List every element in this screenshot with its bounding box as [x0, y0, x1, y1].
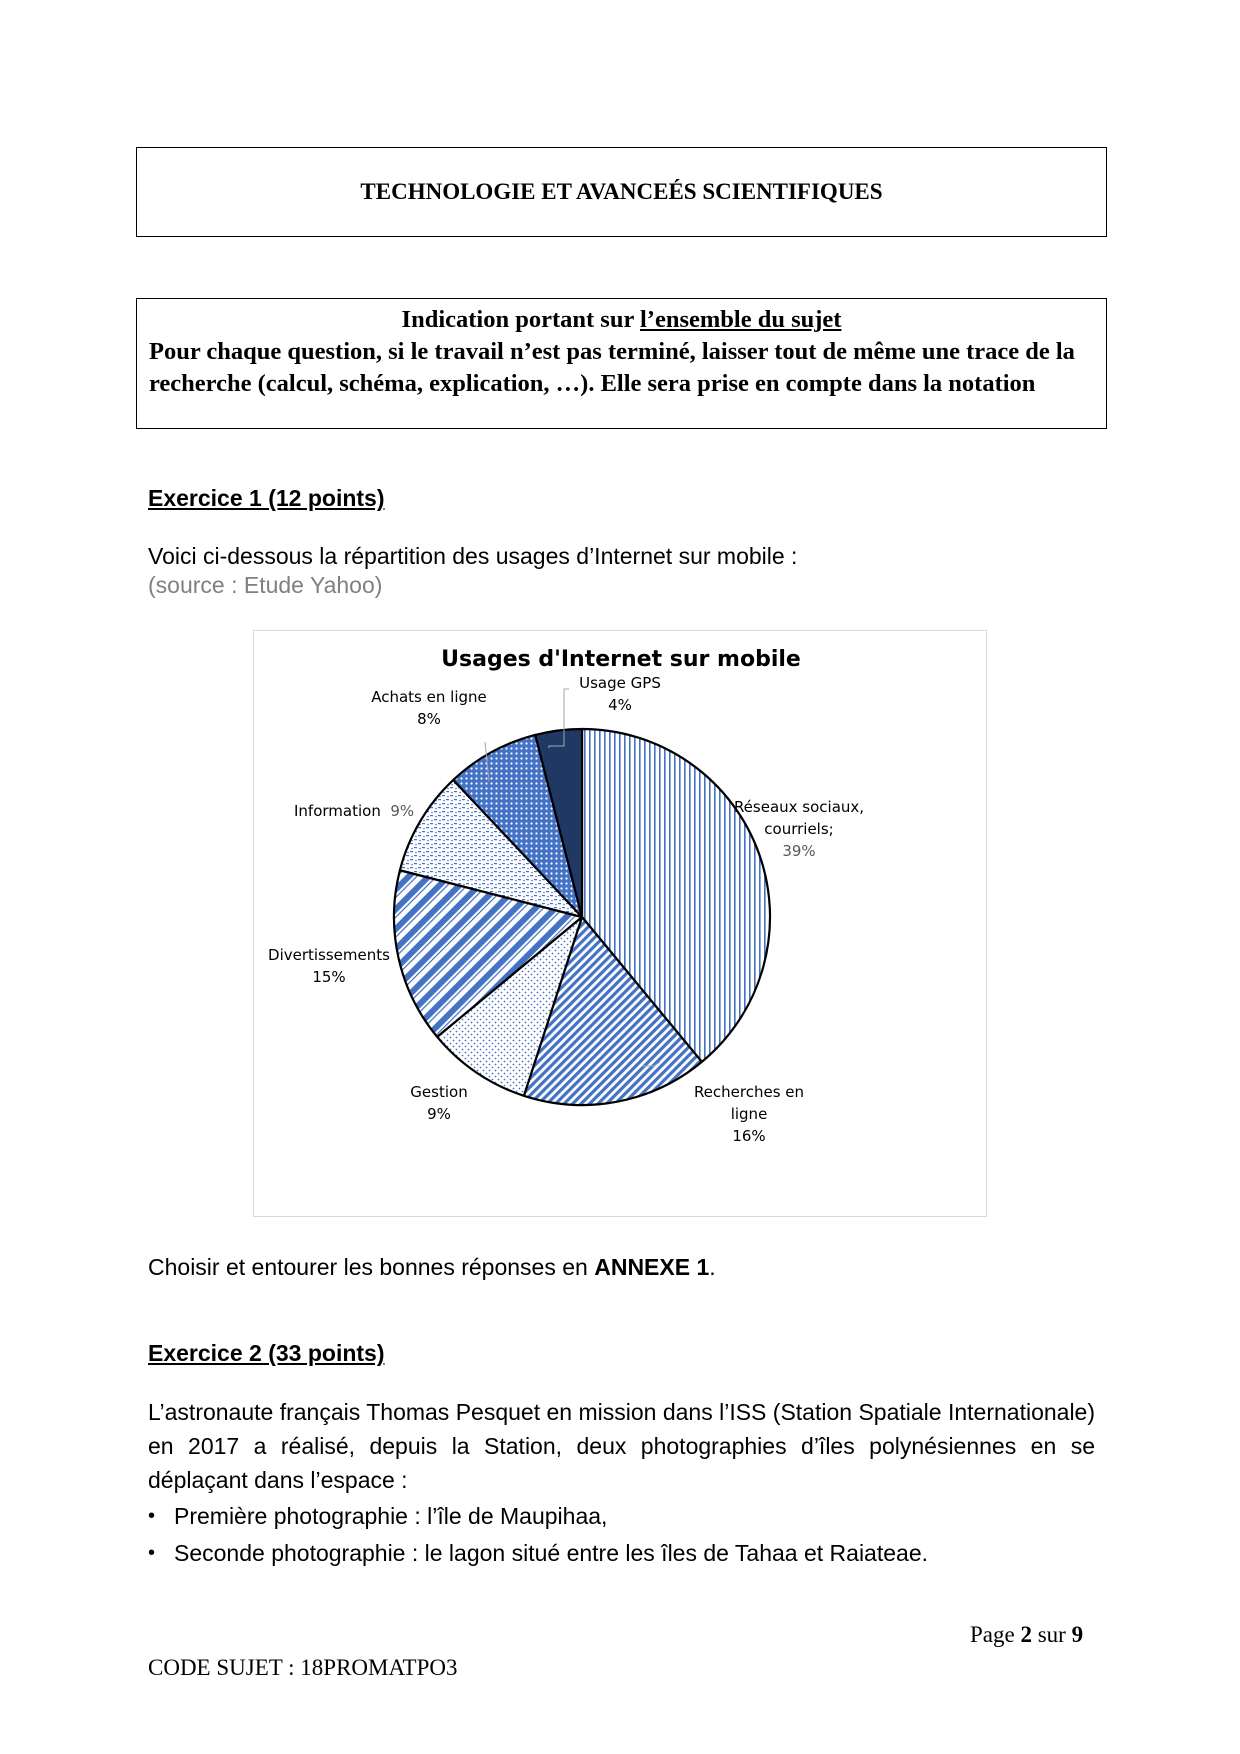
- exercise1-intro: Voici ci-dessous la répartition des usages d’Internet sur mobile :: [148, 543, 798, 569]
- bullet-icon: •: [148, 1505, 156, 1527]
- chart-title: Usages d'Internet sur mobile: [441, 647, 801, 672]
- bullet-icon: •: [148, 1542, 156, 1564]
- indication-text: Pour chaque question, si le travail n’est pas terminé, laisser tout de même une trace de la recherche (calcul, schéma, explication, …). Elle sera prise en compte dans la notation: [149, 338, 1075, 397]
- document-title: TECHNOLOGIE ET AVANCEÉS SCIENTIFIQUES: [360, 179, 883, 204]
- label-information: Information 9%: [294, 802, 415, 820]
- label-reseaux-sociaux: Réseaux sociaux, courriels; 39%: [733, 798, 865, 860]
- label-divertissements: Divertissements 15%: [268, 946, 390, 986]
- exercise2-bullet-list: [148, 1498, 928, 1572]
- label-usage-gps: Usage GPS 4%: [579, 674, 661, 714]
- indication-box: [136, 298, 1107, 429]
- pie-slices: [394, 729, 770, 1105]
- list-item: • Première photographie : l’île de Maupihaa,: [148, 1503, 608, 1529]
- exercise1-instruction: Choisir et entourer les bonnes réponses en ANNEXE 1.: [148, 1254, 716, 1280]
- label-gestion: Gestion 9%: [410, 1083, 468, 1123]
- subject-code: CODE SUJET : 18PROMATPO3: [148, 1655, 458, 1680]
- exercise1-title: Exercice 1 (12 points): [148, 485, 385, 511]
- exercise2-text: L’astronaute français Thomas Pesquet en mission dans l’ISS (Station Spatiale Internationale) en 2017 a réalisé, depuis la Station, deux photographies d’îles polynésiennes en se déplaçant dans l’espace :: [148, 1399, 1095, 1493]
- page-number: Page 2 sur 9: [970, 1622, 1084, 1647]
- indication-title-underlined: l’ensemble du sujet: [640, 306, 842, 333]
- pie-chart: [253, 630, 987, 1217]
- indication-title: Indication portant sur l’ensemble du sujet: [401, 306, 842, 333]
- exercise2-title: Exercice 2 (33 points): [148, 1340, 385, 1366]
- title-box: [136, 147, 1107, 237]
- annexe-reference: ANNEXE 1: [594, 1254, 710, 1280]
- label-achats-en-ligne: Achats en ligne 8%: [371, 688, 487, 728]
- list-item: • Seconde photographie : le lagon situé entre les îles de Tahaa et Raiateae.: [148, 1540, 929, 1566]
- exercise1-source: (source : Etude Yahoo): [148, 572, 383, 598]
- label-recherches-en-ligne: Recherches en ligne 16%: [693, 1083, 805, 1145]
